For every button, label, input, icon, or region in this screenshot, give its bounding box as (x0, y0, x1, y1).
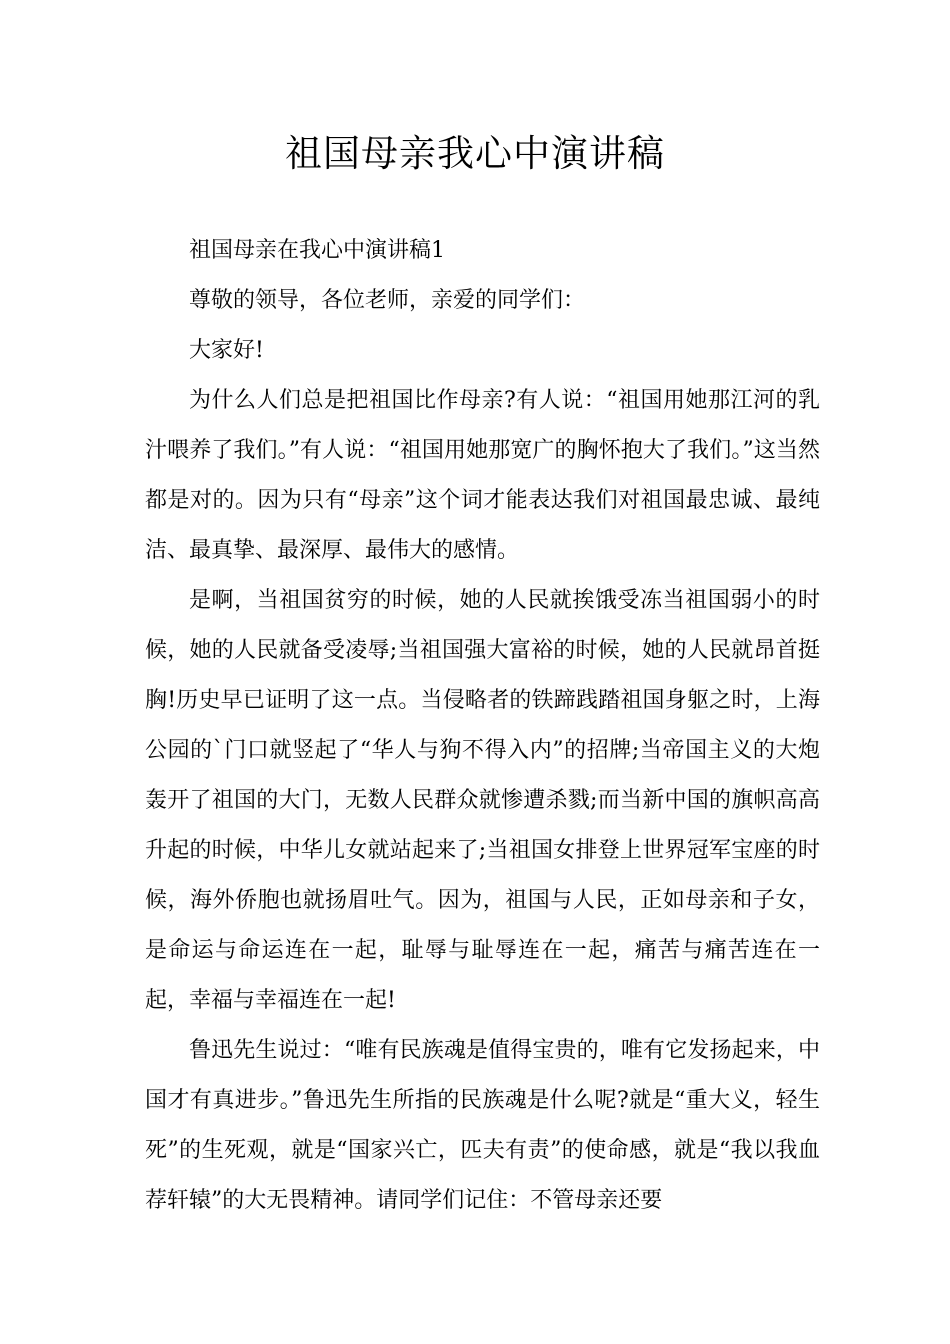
paragraph: 为什么人们总是把祖国比作母亲?有人说：“祖国用她那江河的乳汁喂养了我们。”有人说：“祖国用她那宽广的胸怀抱大了我们。”这当然都是对的。因为只有“母亲”这个词才能表达我们对祖国最忠诚、最纯洁、最真挚、最深厚、最伟大的感情。 (145, 388, 820, 563)
document-title: 祖国母亲我心中演讲稿 (285, 132, 665, 175)
paragraph-greeting: 大家好! (189, 338, 264, 363)
paragraph-salutation: 尊敬的领导，各位老师，亲爱的同学们： (189, 288, 586, 313)
paragraph-heading: 祖国母亲在我心中演讲稿1 (189, 238, 445, 263)
paragraph: 是啊，当祖国贫穷的时候，她的人民就挨饿受冻当祖国弱小的时候，她的人民就备受凌辱;当祖国强大富裕的时候，她的人民就昂首挺胸!历史早已证明了这一点。当侵略者的铁蹄践踏祖国身躯之时，上海公园的`门口就竖起了“华人与狗不得入内”的招牌;当帝国主义的大炮轰开了祖国的大门，无数人民群众就惨遭杀戮;而当新中国的旗帜高高升起的时候，中华儿女就站起来了;当祖国女排登上世界冠军宝座的时候，海外侨胞也就扬眉吐气。因为，祖国与人民，正如母亲和子女，是命运与命运连在一起，耻辱与耻辱连在一起，痛苦与痛苦连在一起，幸福与幸福连在一起! (145, 588, 820, 1013)
paragraph: 鲁迅先生说过：“唯有民族魂是值得宝贵的，唯有它发扬起来，中国才有真进步。”鲁迅先生所指的民族魂是什么呢?就是“重大义，轻生死”的生死观，就是“国家兴亡，匹夫有责”的使命感，就是“我以我血荐轩辕”的大无畏精神。请同学们记住：不管母亲还要 (145, 1038, 820, 1213)
document-body (145, 226, 820, 1226)
